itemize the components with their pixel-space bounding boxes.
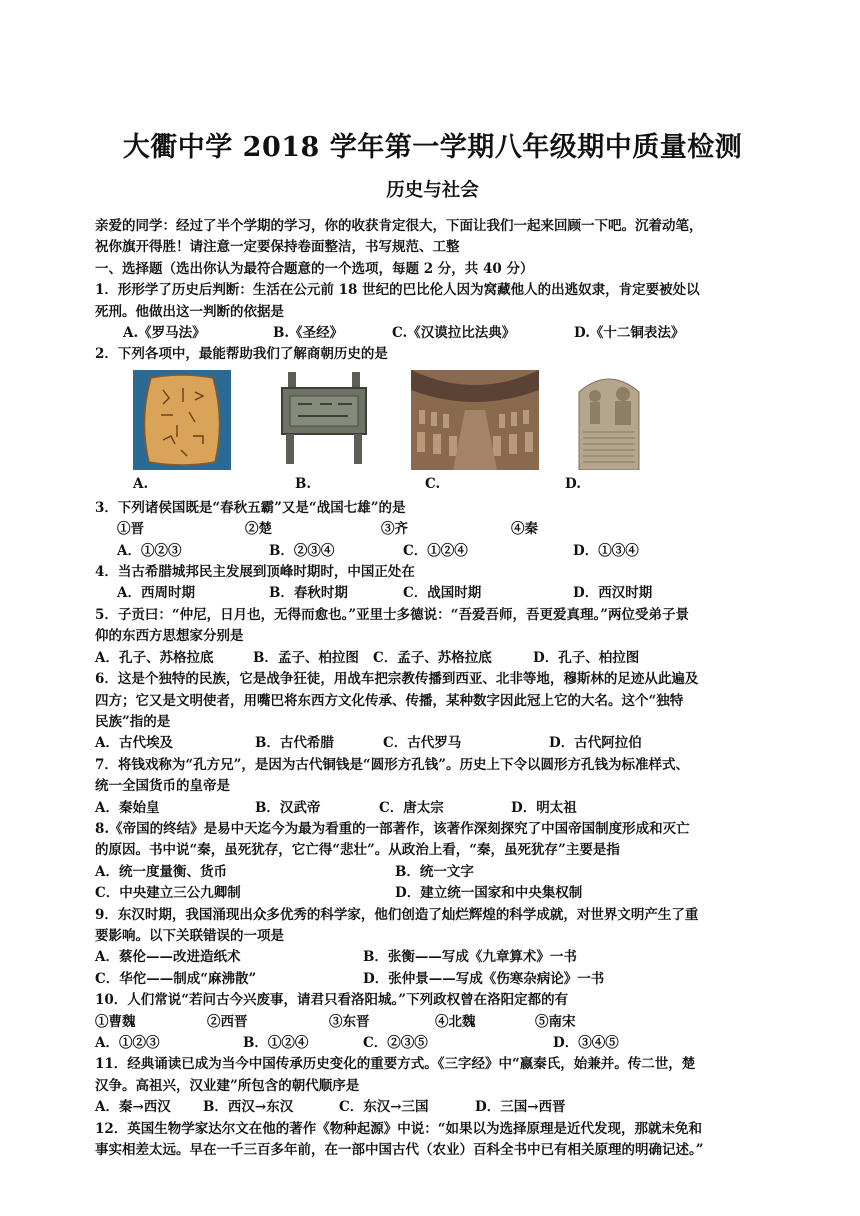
option-c[interactable]: C．②③⑤ <box>363 1035 428 1051</box>
option-d[interactable]: D.《十二铜表法》 <box>574 325 685 342</box>
option-d[interactable]: D．孔子、柏拉图 <box>533 649 640 666</box>
option-c[interactable]: C．华佗——制成“麻沸散” <box>95 970 257 987</box>
item: ③齐 <box>381 521 408 538</box>
question-stem: 11．经典诵读已成为当今中国传承历史变化的重要方式。《三字经》中“嬴秦氏，始兼并。传二世，楚 <box>95 1056 696 1073</box>
option-a[interactable]: A．蔡伦——改进造纸术 <box>95 949 241 966</box>
option-b[interactable]: B.《圣经》 <box>273 325 344 342</box>
option-d[interactable]: D．西汉时期 <box>573 585 653 602</box>
question-stem: 死刑。他做出这一判断的依据是 <box>95 303 284 320</box>
question-stem: 5．子贡曰：“仲尼，日月也，无得而愈也。”亚里士多德说：“吾爱吾师，吾更爱真理。”两位受弟子景 <box>95 606 689 623</box>
option-a[interactable]: A．秦→西汉 <box>95 1099 171 1116</box>
option-d[interactable]: D. <box>565 475 581 492</box>
terracotta-army-image[interactable] <box>411 370 539 470</box>
question-stem: 9．东汉时期，我国涌现出众多优秀的科学家，他们创造了灿烂辉煌的科学成就，对世界文明产生了重 <box>95 906 699 923</box>
section-heading: 一、选择题（选出你认为最符合题意的一个选项，每题 2 分，共 40 分） <box>95 260 534 277</box>
question-stem: 3．下列诸侯国既是“春秋五霸”又是“战国七雄”的是 <box>95 499 406 516</box>
oracle-bone-image[interactable] <box>133 370 231 470</box>
option-a[interactable]: A. <box>133 475 149 492</box>
items-row <box>95 1012 770 1033</box>
question-stem: 事实相差太远。早在一千三百多年前，在一部中国古代（农业）百科全书中已有相关原理的明确记述。” <box>95 1142 704 1159</box>
option-b[interactable]: B．西汉→东汉 <box>203 1099 294 1116</box>
question-stem: 8.《帝国的终结》是易中天迄今为最为看重的一部著作，该著作深刻探究了中国帝国制度形成和灭亡 <box>95 820 690 837</box>
options-row <box>95 883 770 904</box>
options-row <box>95 1097 770 1118</box>
question-stem: 民族”指的是 <box>95 713 171 730</box>
question-stem: 仰的东西方思想家分别是 <box>95 628 244 645</box>
option-b[interactable]: B．孟子、柏拉图 <box>253 649 359 666</box>
option-b[interactable]: B．汉武帝 <box>255 799 321 816</box>
question-stem: 要影响。以下关联错误的一项是 <box>95 927 284 944</box>
item: ⑤南宋 <box>535 1013 576 1030</box>
question-stem: 统一全国货币的皇帝是 <box>95 778 230 795</box>
option-d[interactable]: D．三国→西晋 <box>475 1099 566 1116</box>
hammurabi-stele-image[interactable] <box>565 370 653 470</box>
option-b[interactable]: B．②③④ <box>269 542 335 559</box>
exam-page <box>95 128 770 1161</box>
option-c[interactable]: C．孟子、苏格拉底 <box>373 649 492 666</box>
option-a[interactable]: A．①②③ <box>95 1035 160 1051</box>
items-row <box>95 519 770 540</box>
option-c[interactable]: C.《汉谟拉比法典》 <box>392 325 516 342</box>
option-c[interactable]: C．唐太宗 <box>379 799 444 816</box>
option-c[interactable]: C．中央建立三公九卿制 <box>95 885 241 902</box>
question-stem: 4．当古希腊城邦民主发展到顶峰时期时，中国正处在 <box>95 564 415 581</box>
item: ④北魏 <box>435 1013 476 1030</box>
question-stem: 四方；它又是文明使者，用嘴巴将东西方文化传承、传播，某种数字因此冠上它的大名。这个“独特 <box>95 692 684 709</box>
option-c[interactable]: C．古代罗马 <box>383 735 462 752</box>
option-b[interactable]: B．春秋时期 <box>269 585 348 602</box>
option-a[interactable]: A.《罗马法》 <box>123 325 206 342</box>
question-stem: 12．英国生物学家达尔文在他的著作《物种起源》中说：“如果以为选择原理是近代发现，那就未免和 <box>95 1120 703 1137</box>
option-b[interactable]: B．张衡——写成《九章算术》一书 <box>363 949 577 966</box>
option-d[interactable]: D．张仲景——写成《伤寒杂病论》一书 <box>363 970 605 987</box>
bronze-ding-image[interactable] <box>268 370 380 470</box>
options-row <box>95 947 770 968</box>
options-row <box>95 583 770 604</box>
option-c[interactable]: C．①②④ <box>403 542 468 559</box>
question-stem: 汉争。高祖兴，汉业建”所包含的朝代顺序是 <box>95 1077 360 1094</box>
question-stem: 10．人们常说“若问古今兴废事，请君只看洛阳城。”下列政权曾在洛阳定都的有 <box>95 992 569 1009</box>
question-stem: 1．形形学了历史后判断：生活在公元前 18 世纪的巴比伦人因为窝藏他人的出逃奴隶，肯定要被处以 <box>95 282 700 299</box>
option-d[interactable]: D．明太祖 <box>511 799 577 816</box>
intro-line: 祝你旗开得胜！请注意一定要保持卷面整洁，书写规范、工整 <box>95 239 460 256</box>
option-c[interactable]: C．东汉→三国 <box>339 1099 429 1116</box>
option-a[interactable]: A．西周时期 <box>117 585 195 602</box>
option-a[interactable]: A．统一度量衡、货币 <box>95 863 227 880</box>
options-row <box>95 733 770 754</box>
options-row <box>95 323 770 344</box>
options-row <box>95 1033 770 1054</box>
item: ②楚 <box>245 521 272 538</box>
question-stem: 7．将钱戏称为“孔方兄”，是因为古代铜钱是“圆形方孔钱”。历史上下令以圆形方孔钱为标准样式、 <box>95 756 689 773</box>
item: ③东晋 <box>329 1013 370 1030</box>
option-d[interactable]: D．①③④ <box>573 542 639 559</box>
options-row <box>95 648 770 669</box>
item: ②西晋 <box>207 1013 248 1030</box>
option-d[interactable]: D．古代阿拉伯 <box>549 735 642 752</box>
intro-line: 亲爱的同学：经过了半个学期的学习，你的收获肯定很大，下面让我们一起来回顾一下吧。沉着动笔， <box>95 218 703 234</box>
option-a[interactable]: A．①②③ <box>117 542 182 559</box>
picture-options <box>95 370 770 488</box>
options-row <box>95 862 770 883</box>
option-a[interactable]: A．秦始皇 <box>95 799 160 816</box>
item: ①晋 <box>117 521 144 538</box>
option-c[interactable]: C．战国时期 <box>403 585 482 602</box>
option-c[interactable]: C. <box>425 475 441 492</box>
option-d[interactable]: D．③④⑤ <box>553 1035 619 1051</box>
option-b[interactable]: B. <box>295 475 312 492</box>
options-row <box>95 798 770 819</box>
options-row <box>95 541 770 562</box>
option-b[interactable]: B．统一文字 <box>395 863 474 880</box>
option-d[interactable]: D．建立统一国家和中央集权制 <box>395 885 583 902</box>
question-stem: 的原因。书中说“秦，虽死犹存，它亡得“悲壮”。从政治上看，“秦，虽死犹存”主要是指 <box>95 842 620 859</box>
option-a[interactable]: A．古代埃及 <box>95 735 173 752</box>
question-stem: 2．下列各项中，最能帮助我们了解商朝历史的是 <box>95 346 388 363</box>
options-row <box>95 969 770 990</box>
picture-labels <box>95 476 770 498</box>
question-stem: 6．这是个独特的民族，它是战争狂徒，用战车把宗教传播到西亚、北非等地，穆斯林的足迹从此遍及 <box>95 671 699 688</box>
exam-title: 大衢中学 2018 学年第一学期八年级期中质量检测 <box>122 132 743 163</box>
option-b[interactable]: B．古代希腊 <box>255 735 334 752</box>
item: ①曹魏 <box>95 1013 136 1030</box>
subject-title: 历史与社会 <box>386 180 479 201</box>
option-a[interactable]: A．孔子、苏格拉底 <box>95 649 214 666</box>
option-b[interactable]: B．①②④ <box>243 1035 309 1051</box>
item: ④秦 <box>511 521 538 538</box>
